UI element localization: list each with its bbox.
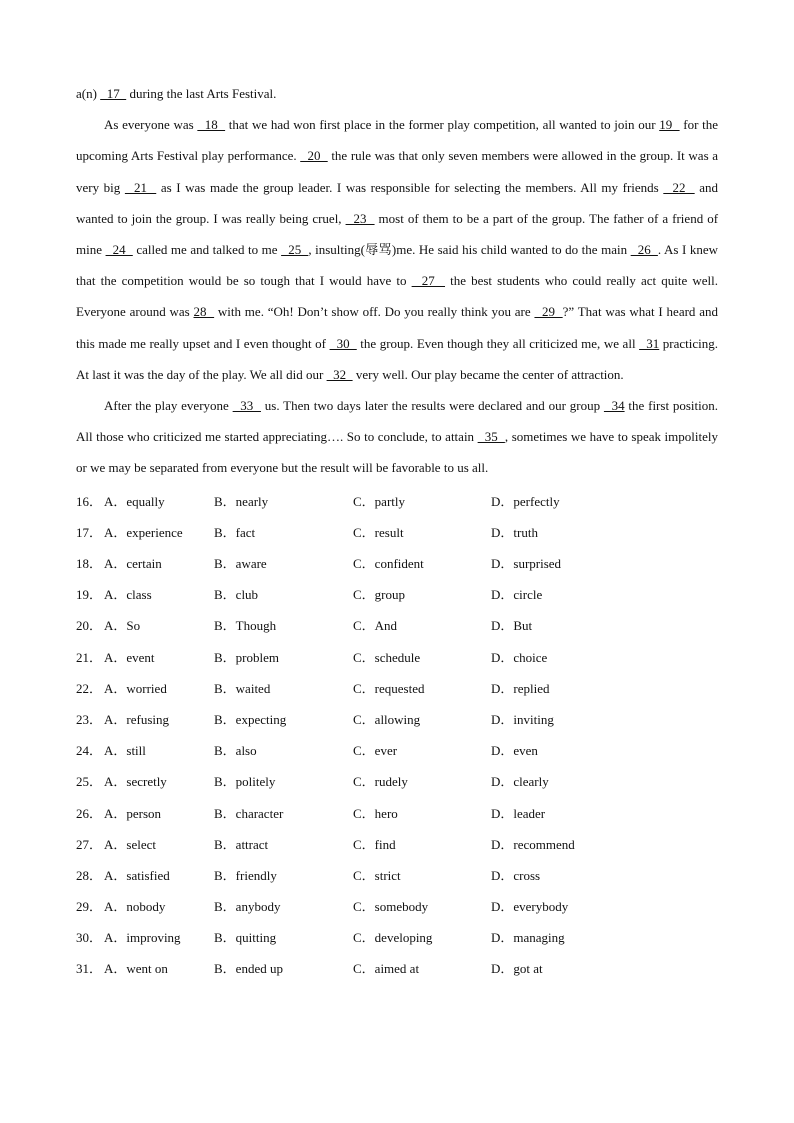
answer-blank: 26 [630,242,658,258]
option-d: D．cross [491,867,541,883]
passage-text: the first position. All those who criticized me started appreciating…. So to conclude, to attain [76,398,719,445]
option-b: B．fact [214,524,256,540]
options-list [76,486,718,985]
passage-text: . As I knew that the competition would be so tough that I would have to [76,242,719,289]
answer-blank: 25 [281,242,309,258]
option-c: C．developing [353,930,433,946]
question-row [76,891,718,922]
answer-blank: 24 [105,242,133,258]
option-d: D．replied [491,680,550,696]
passage-paragraph [76,109,718,390]
passage-text: called me and talked to me [132,242,282,258]
question-number: 23． [76,711,103,727]
answer-blank: 22 [663,179,695,195]
question-row [76,766,718,797]
passage-text: As everyone was [104,117,198,133]
option-d: D．recommend [491,836,575,852]
document-page [76,78,718,985]
question-number: 16． [76,493,103,509]
question-row [76,517,718,548]
question-number: 20． [76,618,103,634]
question-number: 21． [76,649,103,665]
option-c: C．group [353,587,406,603]
option-a: A．class [104,587,152,603]
answer-blank: 29 [534,304,563,320]
question-number: 29． [76,899,103,915]
question-number: 31． [76,961,103,977]
option-c: C．schedule [353,649,421,665]
option-c: C．And [353,618,398,634]
option-a: A．refusing [104,711,169,727]
option-d: D．clearly [491,774,549,790]
option-d: D．inviting [491,711,554,727]
passage-text: After the play everyone [104,398,233,414]
answer-blank: 34 [603,398,625,414]
option-d: D．got at [491,961,543,977]
passage-text: ?” That was what I heard and this made me really upset and I even thought of [76,304,718,351]
option-d: D．truth [491,524,538,540]
passage-text: for the upcoming Arts Festival play performance. [76,117,719,164]
option-a: A．select [104,836,156,852]
question-row [76,486,718,517]
option-c: C．allowing [353,711,421,727]
option-d: D．everybody [491,899,569,915]
question-number: 17． [76,524,103,540]
option-d: D．perfectly [491,493,560,509]
question-number: 24． [76,743,103,759]
option-a: A．worried [104,680,167,696]
option-c: C．aimed at [353,961,420,977]
option-a: A．still [104,743,146,759]
option-c: C．partly [353,493,405,509]
passage-text: very well. Our play became the center of attraction. [352,366,624,382]
passage-text: practicing. At last it was the day of the play. We all did our [76,335,718,382]
question-row [76,704,718,735]
option-b: B．politely [214,774,276,790]
answer-blank: 20 [300,148,328,164]
question-number: 28． [76,867,103,883]
question-row [76,735,718,766]
option-c: C．strict [353,867,401,883]
answer-blank: 30 [329,335,357,351]
option-b: B．Though [214,618,277,634]
option-d: D．But [491,618,533,634]
option-a: A．nobody [104,899,166,915]
passage-text: , sometimes we have to speak impolitely or we may be separated from everyone but the result will be favorable to us all. [76,429,718,476]
passage-text: as I was made the group leader. I was responsible for selecting the members. All my friends [156,179,664,195]
question-row [76,860,718,891]
question-row [76,922,718,953]
answer-blank: 27 [411,273,446,289]
option-b: B．nearly [214,493,269,509]
passage-text: a(n) [76,86,101,101]
option-b: B．expecting [214,711,287,727]
answer-blank: 35 [477,429,505,445]
option-c: C．result [353,524,404,540]
answer-blank: 32 [326,366,353,382]
question-number: 25． [76,774,103,790]
answer-blank: 21 [124,179,157,195]
question-row [76,610,718,641]
question-row [76,798,718,829]
option-a: A．So [104,618,141,634]
passage-paragraph [76,390,718,484]
answer-blank: 18 [197,117,226,133]
passage-text: , insulting(辱骂)me. He said his child wanted to do the main [308,242,631,258]
option-b: B．club [214,587,259,603]
option-c: C．confident [353,556,424,572]
option-a: A．equally [104,493,165,509]
option-d: D．choice [491,649,548,665]
answer-blank: 33 [232,398,261,414]
answer-blank: 17 [100,86,127,101]
option-a: A．satisfied [104,867,170,883]
option-a: A．event [104,649,155,665]
option-b: B．anybody [214,899,281,915]
option-a: A．went on [104,961,168,977]
question-row [76,953,718,984]
question-row [76,673,718,704]
option-a: A．person [104,805,162,821]
passage-text: the rule was that only seven members were allowed in the group. It was a very big [76,148,719,195]
option-d: D．leader [491,805,546,821]
passage-text: that we had won first place in the former play competition, all wanted to join our [225,117,660,133]
question-number: 30． [76,930,103,946]
passage-text: the best students who could really act quite well. Everyone around was [76,273,719,320]
passage-text: us. Then two days later the results were declared and our group [260,398,604,414]
option-b: B．problem [214,649,279,665]
answer-blank: 31 [639,335,660,351]
passage-text: most of them to be a part of the group. The father of a friend of mine [76,210,719,258]
option-b: B．quitting [214,930,277,946]
passage-text: during the last Arts Festival. [126,86,277,101]
option-d: D．managing [491,930,565,946]
question-number: 22． [76,680,103,696]
option-a: A．experience [104,524,183,540]
option-c: C．requested [353,680,425,696]
option-a: A．certain [104,556,162,572]
option-c: C．ever [353,743,398,759]
option-d: D．even [491,743,538,759]
passage-text: the group. Even though they all criticized me, we all [356,335,640,351]
option-c: C．hero [353,805,398,821]
option-c: C．rudely [353,774,408,790]
passage-text: and wanted to join the group. I was really being cruel, [76,179,719,226]
option-a: A．secretly [104,774,167,790]
question-number: 19． [76,587,103,603]
passage-text: with me. “Oh! Don’t show off. Do you really think you are [214,304,535,320]
option-a: A．improving [104,930,181,946]
question-row [76,548,718,579]
option-c: C．find [353,836,396,852]
option-b: B．attract [214,836,269,852]
option-b: B．ended up [214,961,283,977]
option-b: B．aware [214,556,267,572]
option-b: B．character [214,805,284,821]
question-number: 18． [76,556,103,572]
answer-blank: 19 [659,117,680,133]
option-d: D．circle [491,587,543,603]
question-row [76,642,718,673]
answer-blank: 28 [193,304,215,320]
option-d: D．surprised [491,556,562,572]
question-number: 26． [76,805,103,821]
passage-paragraph [76,78,718,109]
question-row [76,829,718,860]
question-number: 27． [76,836,103,852]
passage [76,78,718,484]
option-b: B．waited [214,680,271,696]
option-b: B．also [214,743,257,759]
question-row [76,579,718,610]
option-b: B．friendly [214,867,277,883]
option-c: C．somebody [353,899,429,915]
answer-blank: 23 [345,210,375,226]
